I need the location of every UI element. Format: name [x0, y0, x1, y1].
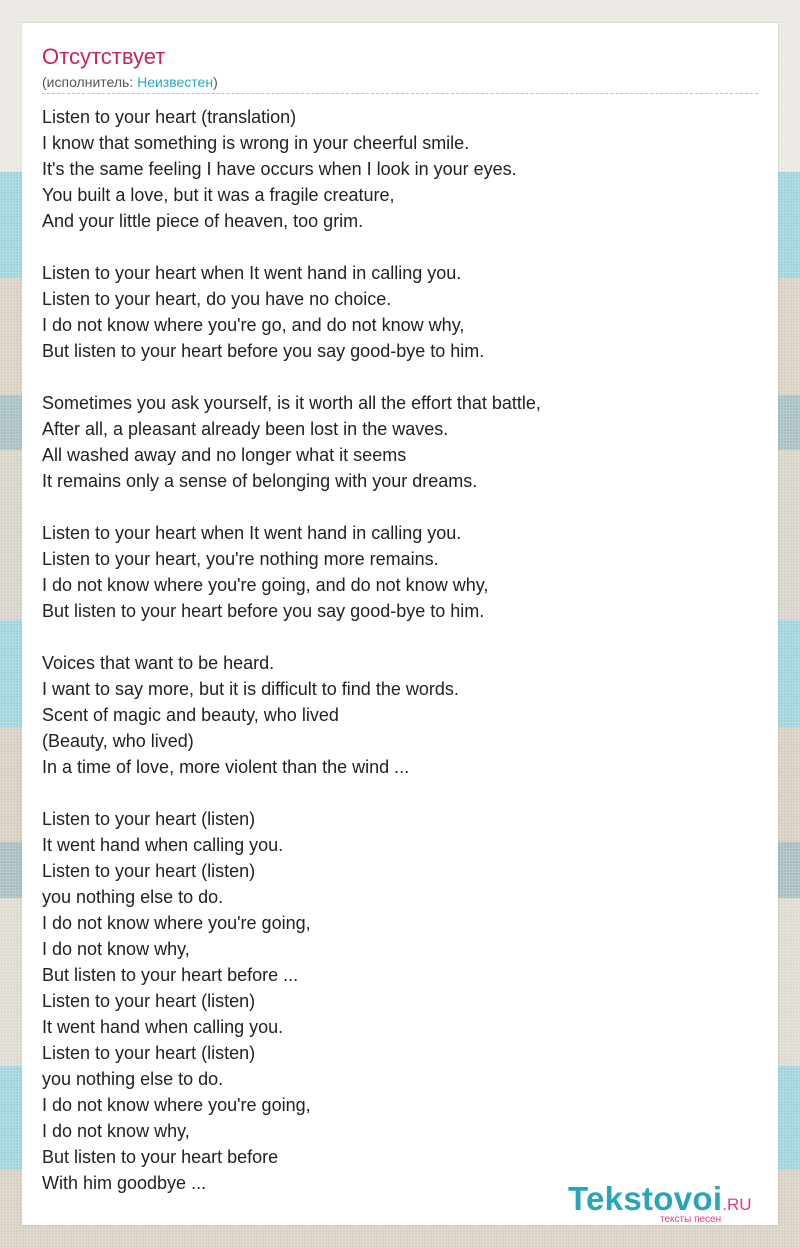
lyrics-line: Listen to your heart, you're nothing more remains.: [42, 549, 439, 569]
lyrics-line: Scent of magic and beauty, who lived: [42, 705, 339, 725]
lyrics-line: But listen to your heart before you say good-bye to him.: [42, 601, 485, 621]
lyrics-text: [42, 104, 758, 1196]
logo-name: Tekstovoi: [568, 1180, 723, 1217]
lyrics-line: You built a love, but it was a fragile creature,: [42, 185, 395, 205]
lyrics-line: But listen to your heart before you say good-bye to him.: [42, 341, 485, 361]
lyrics-line: I do not know where you're go, and do not know why,: [42, 315, 465, 335]
lyrics-line: I do not know why,: [42, 1121, 190, 1141]
lyrics-line: Listen to your heart (listen): [42, 1043, 256, 1063]
lyrics-line: Listen to your heart (listen): [42, 991, 256, 1011]
lyrics-line: I do not know where you're going, and do not know why,: [42, 575, 489, 595]
artist-label: (исполнитель:: [42, 74, 138, 90]
logo-suffix: .RU: [722, 1195, 752, 1214]
lyrics-line: Listen to your heart (listen): [42, 861, 256, 881]
lyrics-line: Voices that want to be heard.: [42, 653, 275, 673]
lyrics-line: you nothing else to do.: [42, 887, 224, 907]
lyrics-line: And your little piece of heaven, too grim.: [42, 211, 364, 231]
lyrics-line: In a time of love, more violent than the wind ...: [42, 757, 410, 777]
lyrics-line: I know that something is wrong in your cheerful smile.: [42, 133, 470, 153]
lyrics-line: It's the same feeling I have occurs when I look in your eyes.: [42, 159, 517, 179]
lyrics-line: (Beauty, who lived): [42, 731, 194, 751]
lyrics-line: Listen to your heart when It went hand in calling you.: [42, 263, 462, 283]
lyrics-line: It went hand when calling you.: [42, 835, 284, 855]
lyrics-line: [42, 780, 758, 806]
artist-label-close: ): [213, 74, 218, 90]
lyrics-line: Listen to your heart when It went hand in calling you.: [42, 523, 462, 543]
site-logo[interactable]: [568, 1181, 778, 1225]
lyrics-line: you nothing else to do.: [42, 1069, 224, 1089]
lyrics-line: Listen to your heart, do you have no choice.: [42, 289, 392, 309]
artist-link[interactable]: Неизвестен: [137, 74, 214, 90]
lyrics-line: [42, 234, 758, 260]
lyrics-line: But listen to your heart before ...: [42, 965, 299, 985]
lyrics-line: I do not know where you're going,: [42, 1095, 311, 1115]
lyrics-line: [42, 624, 758, 650]
title-divider: [42, 93, 758, 94]
lyrics-card: [22, 23, 778, 1225]
lyrics-line: All washed away and no longer what it seems: [42, 445, 407, 465]
lyrics-line: Listen to your heart (translation): [42, 107, 297, 127]
lyrics-line: I want to say more, but it is difficult to find the words.: [42, 679, 459, 699]
lyrics-line: Sometimes you ask yourself, is it worth all the effort that battle,: [42, 393, 541, 413]
lyrics-line: Listen to your heart (listen): [42, 809, 256, 829]
lyrics-line: But listen to your heart before: [42, 1147, 279, 1167]
artist-line: [42, 73, 218, 91]
lyrics-line: It went hand when calling you.: [42, 1017, 284, 1037]
lyrics-line: [42, 364, 758, 390]
lyrics-line: I do not know why,: [42, 939, 190, 959]
lyrics-line: It remains only a sense of belonging with your dreams.: [42, 471, 478, 491]
logo-tagline: тексты песен: [660, 1214, 722, 1225]
lyrics-line: With him goodbye ...: [42, 1173, 207, 1193]
lyrics-line: [42, 494, 758, 520]
song-title: Отсутствует: [42, 44, 166, 69]
lyrics-line: I do not know where you're going,: [42, 913, 311, 933]
lyrics-line: After all, a pleasant already been lost in the waves.: [42, 419, 449, 439]
